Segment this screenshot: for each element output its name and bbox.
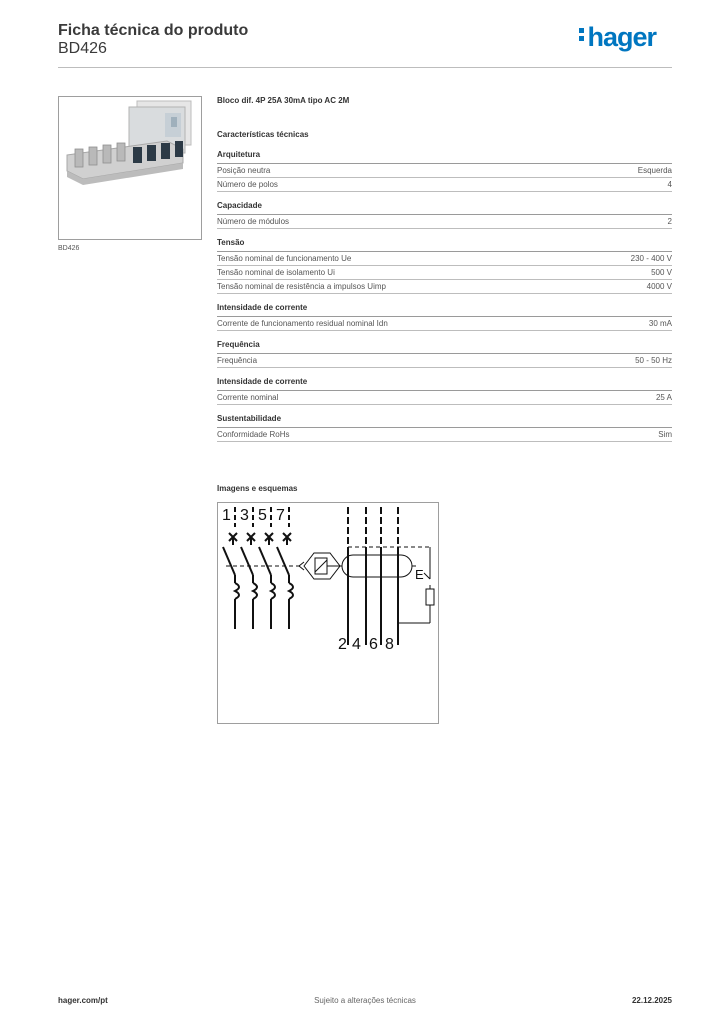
spec-value: Esquerda (637, 166, 672, 175)
spec-row (217, 252, 672, 266)
spec-value: 2 (667, 217, 672, 226)
top-terminal-label: 3 (240, 507, 249, 524)
spec-row (217, 178, 672, 192)
hager-logo (579, 22, 656, 53)
footer-website: hager.com/pt (58, 996, 108, 1005)
spec-section (217, 201, 672, 229)
bottom-terminal-label: 4 (352, 636, 361, 653)
spec-label: Frequência (217, 356, 258, 365)
wiring-diagram (217, 502, 439, 724)
spec-row (217, 317, 672, 331)
test-button-label: E (415, 567, 424, 582)
spec-value: 4 (667, 180, 672, 189)
section-title: Capacidade (217, 201, 262, 210)
spec-row (217, 280, 672, 294)
circuit-schematic-icon (218, 503, 438, 723)
top-terminal-label: 5 (258, 507, 267, 524)
page-header (58, 20, 672, 68)
spec-value: 230 - 400 V (630, 254, 672, 263)
spec-section (217, 238, 672, 294)
spec-row (217, 428, 672, 442)
spec-row (217, 164, 672, 178)
spec-label: Corrente de funcionamento residual nominal Idn (217, 319, 388, 328)
logo-text: hager (587, 22, 656, 52)
spec-value: 30 mA (648, 319, 672, 328)
top-terminal-label: 7 (276, 507, 285, 524)
spec-label: Tensão nominal de resistência a impulsos Uimp (217, 282, 386, 291)
spec-value: 4000 V (646, 282, 672, 291)
spec-label: Tensão nominal de funcionamento Ue (217, 254, 352, 263)
section-title: Tensão (217, 238, 245, 247)
top-terminal-label: 1 (222, 507, 231, 524)
spec-section (217, 414, 672, 442)
section-title: Arquitetura (217, 150, 261, 159)
product-image-caption: BD426 (58, 245, 80, 252)
spec-section (217, 150, 672, 192)
document-title: Ficha técnica do produto (58, 22, 249, 39)
footer-date: 22.12.2025 (631, 996, 672, 1005)
bottom-terminal-label: 8 (385, 636, 394, 653)
spec-label: Tensão nominal de isolamento Ui (217, 268, 335, 277)
footer-notice: Sujeito a alterações técnicas (314, 996, 416, 1005)
bottom-terminal-label: 6 (369, 636, 378, 653)
spec-value: 25 A (655, 393, 672, 402)
spec-label: Posição neutra (217, 166, 271, 175)
spec-section (217, 377, 672, 405)
spec-label: Corrente nominal (217, 393, 279, 402)
bottom-terminal-label: 2 (338, 636, 347, 653)
spec-label: Conformidade RoHs (217, 430, 290, 439)
spec-row (217, 215, 672, 229)
spec-label: Número de módulos (217, 217, 290, 226)
spec-row (217, 266, 672, 280)
logo-dots-icon (579, 25, 584, 44)
section-title: Intensidade de corrente (217, 377, 308, 386)
product-illustration-icon (59, 97, 201, 239)
spec-section (217, 340, 672, 368)
spec-value: 500 V (651, 268, 672, 277)
images-section-title: Imagens e esquemas (217, 484, 298, 493)
section-title: Frequência (217, 340, 260, 349)
spec-label: Número de polos (217, 180, 278, 189)
spec-row (217, 391, 672, 405)
spec-column (217, 96, 672, 442)
product-code: BD426 (58, 40, 107, 57)
spec-row (217, 354, 672, 368)
spec-section (217, 303, 672, 331)
product-image (58, 96, 202, 240)
section-title: Sustentabilidade (217, 414, 282, 423)
spec-value: 50 - 50 Hz (635, 356, 672, 365)
product-name: Bloco dif. 4P 25A 30mA tipo AC 2M (217, 96, 350, 105)
section-title: Intensidade de corrente (217, 303, 308, 312)
specs-heading: Características técnicas (217, 130, 309, 139)
page-footer (58, 996, 672, 1010)
spec-value: Sim (658, 430, 672, 439)
